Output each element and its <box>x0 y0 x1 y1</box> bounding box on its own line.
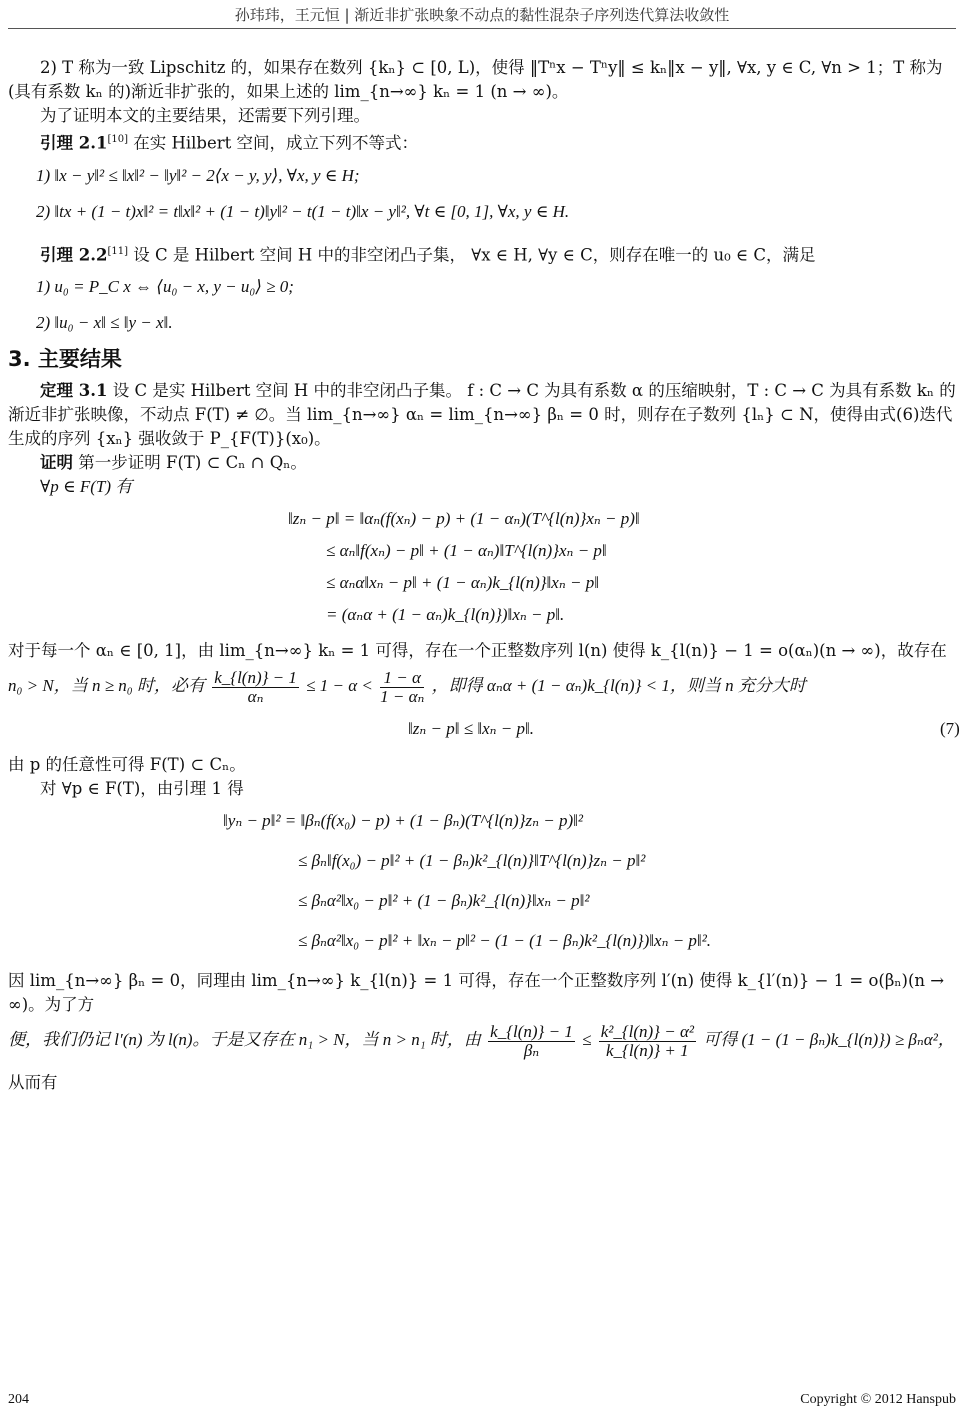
lemma-2-1-item-2: 2) ‖tx + (1 − t)x‖² = t‖x‖² + (1 − t)‖y‖² − t(1 − t)‖x − y‖², ∀t ∈ [0, 1], ∀x, y ∈ H. <box>36 201 570 221</box>
fraction-3-den: βₙ <box>523 1040 540 1060</box>
fraction-4-den: k_{l(n)} + 1 <box>605 1040 689 1060</box>
equation-b-line-1: ‖yₙ − p‖² = ‖βₙ(f(x₀) − p) + (1 − βₙ)(T^{l(n)}zₙ − p)‖² <box>223 811 584 830</box>
theorem-label: 定理 3.1 <box>40 381 108 400</box>
equation-a-line-3: ≤ αₙα‖xₙ − p‖ + (1 − αₙ)k_{l(n)}‖xₙ − p‖ <box>326 573 599 592</box>
inequality-mid-2: ≤ <box>582 1030 592 1049</box>
fraction-3 <box>488 1023 575 1060</box>
fraction-2 <box>380 669 424 706</box>
lemma-label: 引理 2.1 <box>40 133 108 153</box>
para-lemma1: 对 ∀p ∈ F(T)，由引理 1 得 <box>40 779 244 798</box>
definition-2: 2) T 称为一致 Lipschitz 的，如果存在数列 {kₙ} ⊂ [0, L)，使得 ‖Tⁿx − Tⁿy‖ ≤ kₙ‖x − y‖, ∀x, y ∈ C, ∀n > 1；T 称为(具有系数 kₙ 的)渐近非扩张的，如果上述的 lim_{n→∞} kₙ = 1 (n → ∞)。 <box>8 58 943 101</box>
lemma-text: 设 C 是 Hilbert 空间 H 中的非空闭凸子集， ∀x ∈ H, ∀y ∈ C，则存在唯一的 u₀ ∈ C，满足 <box>133 245 816 264</box>
theorem-3-1 <box>8 379 960 451</box>
fraction-1 <box>212 669 299 706</box>
page-body <box>8 56 960 1095</box>
proof-intro <box>8 451 960 475</box>
need-lemma-text: 为了证明本文的主要结果，还需要下列引理。 <box>40 106 370 125</box>
para-each-alpha: 对于每一个 αₙ ∈ [0, 1]，由 lim_{n→∞} kₙ = 1 可得，存在一个正整数序列 l(n) 使得 k_{l(n)} − 1 = o(αₙ)(n → ∞)，故存在 <box>8 641 947 660</box>
fraction-4-num: k²_{l(n)} − α² <box>600 1021 694 1041</box>
forall-p: ∀p ∈ F(T) 有 <box>40 477 133 496</box>
fraction-1-num: k_{l(n)} − 1 <box>214 667 297 687</box>
equation-a-line-2: ≤ αₙ‖f(xₙ) − p‖ + (1 − αₙ)‖T^{l(n)}xₙ − p‖ <box>326 541 607 560</box>
copyright: Copyright © 2012 Hanspub <box>800 1392 956 1407</box>
lemma-text: 在实 Hilbert 空间，成立下列不等式： <box>133 133 419 153</box>
section-heading: 3. 主要结果 <box>8 347 122 371</box>
lemma-2-2 <box>8 240 960 268</box>
equation-b-line-2: ≤ βₙ‖f(x₀) − p‖² + (1 − βₙ)k²_{l(n)}‖T^{l(n)}zₙ − p‖² <box>298 851 646 870</box>
lemma-2-2-item-2: 2) ‖u₀ − x‖ ≤ ‖y − x‖. <box>36 313 173 332</box>
para-since: 因 lim_{n→∞} βₙ = 0，同理由 lim_{n→∞} k_{l(n)} = 1 可得，存在一个正整数序列 l′(n) 使得 k_{l′(n)} − 1 = o(βₙ)(n → ∞)。为了方 <box>8 971 945 1014</box>
para-conv-start: 便，我们仍记 l′(n) 为 l(n)。于是又存在 n₁ > N，当 n > n₁ 时，由 <box>8 1030 481 1049</box>
proof-step-1: 第一步证明 F(T) ⊂ Cₙ ∩ Qₙ。 <box>78 453 307 472</box>
fraction-4 <box>599 1023 696 1060</box>
lemma-label: 引理 2.2 <box>40 245 108 264</box>
theorem-text: 设 C 是实 Hilbert 空间 H 中的非空闭凸子集。 f : C → C 为具有系数 α 的压缩映射，T : C → C 为具有系数 kₙ 的渐近非扩张映像，不动点 F(T) ≠ ∅。当 lim_{n→∞} αₙ = lim_{n→∞} βₙ = 0 时，则存在子数列 {lₙ} ⊂ N，使得由式(6)迭代生成的序列 {xₙ} 强收敛于 P_{F(T)}(x₀)。 <box>8 381 956 448</box>
equation-a-line-1: ‖zₙ − p‖ = ‖αₙ(f(xₙ) − p) + (1 − αₙ)(T^{l(n)}xₙ − p)‖ <box>288 509 640 528</box>
para-n0-end: ，即得 αₙα + (1 − αₙ)k_{l(n)} < 1，则当 n 充分大时 <box>431 676 806 695</box>
fraction-2-num: 1 − α <box>380 669 424 688</box>
para-conv-end: 可得 (1 − (1 − βₙ)k_{l(n)}) ≥ βₙα²， <box>703 1030 955 1049</box>
citation-ref[interactable]: [11] <box>107 245 128 257</box>
running-header: 孙玮玮，王元恒 | 渐近非扩张映象不动点的黏性混杂子序列迭代算法收敛性 <box>234 6 730 24</box>
page-number: 204 <box>8 1392 29 1407</box>
para-by-p: 由 p 的任意性可得 F(T) ⊂ Cₙ。 <box>8 755 246 774</box>
page-footer <box>8 1392 956 1408</box>
para-conv <box>8 1017 960 1063</box>
fraction-2-den: 1 − αₙ <box>380 686 425 706</box>
citation-ref[interactable]: [10] <box>107 134 128 145</box>
equation-b-line-3: ≤ βₙα²‖x₀ − p‖² + (1 − βₙ)k²_{l(n)}‖xₙ − p‖² <box>298 891 590 910</box>
para-thus: 从而有 <box>8 1073 58 1092</box>
equation-7 <box>408 717 960 741</box>
para-n0 <box>8 663 960 709</box>
proof-label: 证明 <box>40 453 73 472</box>
fraction-1-den: αₙ <box>247 686 264 706</box>
lemma-2-1 <box>8 128 960 156</box>
equation-7-body: ‖zₙ − p‖ ≤ ‖xₙ − p‖. <box>408 719 535 738</box>
equation-a-line-4: = (αₙα + (1 − αₙ)k_{l(n)})‖xₙ − p‖. <box>326 605 565 624</box>
lemma-2-2-item-1: 1) u₀ = P_C x ⇔ ⟨u₀ − x, y − u₀⟩ ≥ 0; <box>36 277 294 296</box>
fraction-3-num: k_{l(n)} − 1 <box>490 1021 573 1041</box>
inequality-mid-1: ≤ 1 − α < <box>306 676 373 695</box>
equation-b-line-4: ≤ βₙα²‖x₀ − p‖² + ‖xₙ − p‖² − (1 − (1 − βₙ)k²_{l(n)})‖xₙ − p‖². <box>298 931 712 950</box>
para-n0-start: n₀ > N，当 n ≥ n₀ 时，必有 <box>8 676 205 695</box>
equation-number: (7) <box>940 719 960 738</box>
header-rule <box>8 28 956 29</box>
lemma-2-1-item-1: 1) ‖x − y‖² ≤ ‖x‖² − ‖y‖² − 2⟨x − y, y⟩, ∀x, y ∈ H; <box>36 165 360 185</box>
